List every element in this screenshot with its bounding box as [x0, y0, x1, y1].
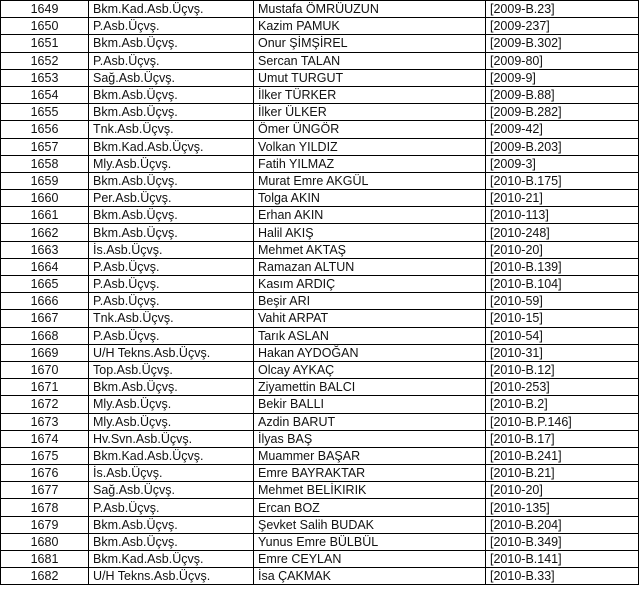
rank-cell: Bkm.Asb.Üçvş.: [89, 516, 254, 533]
code-cell: [2010-31]: [486, 344, 639, 361]
row-number: 1667: [1, 310, 89, 327]
code-cell: [2010-B.12]: [486, 361, 639, 378]
row-number: 1670: [1, 361, 89, 378]
name-cell: Emre BAYRAKTAR: [254, 465, 486, 482]
row-number: 1649: [1, 1, 89, 18]
row-number: 1651: [1, 35, 89, 52]
code-cell: [2010-B.104]: [486, 276, 639, 293]
row-number: 1666: [1, 293, 89, 310]
row-number: 1681: [1, 551, 89, 568]
row-number: 1674: [1, 430, 89, 447]
table-row: [1, 190, 639, 207]
table-row: [1, 430, 639, 447]
table-row: [1, 224, 639, 241]
table-row: [1, 379, 639, 396]
rank-cell: P.Asb.Üçvş.: [89, 327, 254, 344]
rank-cell: Mly.Asb.Üçvş.: [89, 413, 254, 430]
row-number: 1675: [1, 447, 89, 464]
rank-cell: İs.Asb.Üçvş.: [89, 465, 254, 482]
name-cell: Bekir BALLI: [254, 396, 486, 413]
table-row: [1, 69, 639, 86]
table-row: [1, 551, 639, 568]
code-cell: [2010-135]: [486, 499, 639, 516]
table-row: [1, 310, 639, 327]
code-cell: [2010-B.P.146]: [486, 413, 639, 430]
name-cell: Kasım ARDIÇ: [254, 276, 486, 293]
name-cell: Kazim PAMUK: [254, 18, 486, 35]
code-cell: [2010-15]: [486, 310, 639, 327]
code-cell: [2009-237]: [486, 18, 639, 35]
row-number: 1653: [1, 69, 89, 86]
rank-cell: Bkm.Kad.Asb.Üçvş.: [89, 551, 254, 568]
name-cell: Azdin BARUT: [254, 413, 486, 430]
row-number: 1682: [1, 568, 89, 585]
table-row: [1, 241, 639, 258]
row-number: 1654: [1, 86, 89, 103]
name-cell: Muammer BAŞAR: [254, 447, 486, 464]
code-cell: [2010-B.21]: [486, 465, 639, 482]
table-row: [1, 327, 639, 344]
row-number: 1655: [1, 104, 89, 121]
name-cell: Ziyamettin BALCI: [254, 379, 486, 396]
name-cell: Volkan YILDIZ: [254, 138, 486, 155]
code-cell: [2010-B.139]: [486, 258, 639, 275]
rank-cell: Bkm.Kad.Asb.Üçvş.: [89, 447, 254, 464]
table-row: [1, 86, 639, 103]
name-cell: İlyas BAŞ: [254, 430, 486, 447]
code-cell: [2010-248]: [486, 224, 639, 241]
rank-cell: P.Asb.Üçvş.: [89, 499, 254, 516]
rank-cell: U/H Tekns.Asb.Üçvş.: [89, 344, 254, 361]
name-cell: Mehmet BELİKIRIK: [254, 482, 486, 499]
table-row: [1, 1, 639, 18]
rank-cell: U/H Tekns.Asb.Üçvş.: [89, 568, 254, 585]
rank-cell: Bkm.Kad.Asb.Üçvş.: [89, 1, 254, 18]
table-row: [1, 18, 639, 35]
name-cell: İlker TÜRKER: [254, 86, 486, 103]
rank-cell: P.Asb.Üçvş.: [89, 293, 254, 310]
rank-cell: Bkm.Asb.Üçvş.: [89, 104, 254, 121]
name-cell: Mehmet AKTAŞ: [254, 241, 486, 258]
rank-cell: İs.Asb.Üçvş.: [89, 241, 254, 258]
code-cell: [2010-B.2]: [486, 396, 639, 413]
rank-cell: Bkm.Asb.Üçvş.: [89, 533, 254, 550]
code-cell: [2010-B.175]: [486, 172, 639, 189]
rank-cell: Bkm.Asb.Üçvş.: [89, 379, 254, 396]
name-cell: Ömer ÜNGÖR: [254, 121, 486, 138]
table-row: [1, 568, 639, 585]
row-number: 1650: [1, 18, 89, 35]
rank-cell: Bkm.Asb.Üçvş.: [89, 35, 254, 52]
row-number: 1676: [1, 465, 89, 482]
rank-cell: Bkm.Asb.Üçvş.: [89, 172, 254, 189]
name-cell: Fatih YILMAZ: [254, 155, 486, 172]
code-cell: [2010-B.33]: [486, 568, 639, 585]
row-number: 1660: [1, 190, 89, 207]
rank-cell: Bkm.Asb.Üçvş.: [89, 86, 254, 103]
code-cell: [2009-9]: [486, 69, 639, 86]
rank-cell: P.Asb.Üçvş.: [89, 18, 254, 35]
rank-cell: P.Asb.Üçvş.: [89, 276, 254, 293]
rank-cell: Hv.Svn.Asb.Üçvş.: [89, 430, 254, 447]
table-row: [1, 413, 639, 430]
table-row: [1, 207, 639, 224]
rank-cell: Bkm.Asb.Üçvş.: [89, 224, 254, 241]
name-cell: Ercan BOZ: [254, 499, 486, 516]
row-number: 1661: [1, 207, 89, 224]
code-cell: [2010-20]: [486, 482, 639, 499]
code-cell: [2010-20]: [486, 241, 639, 258]
name-cell: Murat Emre AKGÜL: [254, 172, 486, 189]
rank-cell: P.Asb.Üçvş.: [89, 52, 254, 69]
table-row: [1, 258, 639, 275]
row-number: 1657: [1, 138, 89, 155]
code-cell: [2010-21]: [486, 190, 639, 207]
row-number: 1652: [1, 52, 89, 69]
row-number: 1677: [1, 482, 89, 499]
code-cell: [2010-B.141]: [486, 551, 639, 568]
code-cell: [2010-54]: [486, 327, 639, 344]
name-cell: Beşir ARI: [254, 293, 486, 310]
rank-cell: Top.Asb.Üçvş.: [89, 361, 254, 378]
code-cell: [2010-B.17]: [486, 430, 639, 447]
code-cell: [2009-80]: [486, 52, 639, 69]
row-number: 1663: [1, 241, 89, 258]
rank-cell: Bkm.Kad.Asb.Üçvş.: [89, 138, 254, 155]
name-cell: Onur ŞİMŞİREL: [254, 35, 486, 52]
code-cell: [2009-B.88]: [486, 86, 639, 103]
name-cell: Hakan AYDOĞAN: [254, 344, 486, 361]
table-row: [1, 52, 639, 69]
name-cell: Olcay AYKAÇ: [254, 361, 486, 378]
table-row: [1, 172, 639, 189]
row-number: 1680: [1, 533, 89, 550]
row-number: 1669: [1, 344, 89, 361]
row-number: 1656: [1, 121, 89, 138]
table-row: [1, 293, 639, 310]
rank-cell: Mly.Asb.Üçvş.: [89, 155, 254, 172]
rank-cell: Tnk.Asb.Üçvş.: [89, 310, 254, 327]
table-row: [1, 533, 639, 550]
row-number: 1658: [1, 155, 89, 172]
code-cell: [2010-B.241]: [486, 447, 639, 464]
name-cell: İlker ÜLKER: [254, 104, 486, 121]
row-number: 1672: [1, 396, 89, 413]
table-row: [1, 121, 639, 138]
table-body: [1, 1, 639, 585]
code-cell: [2010-253]: [486, 379, 639, 396]
rank-cell: Bkm.Asb.Üçvş.: [89, 207, 254, 224]
code-cell: [2009-42]: [486, 121, 639, 138]
code-cell: [2010-B.349]: [486, 533, 639, 550]
table-row: [1, 104, 639, 121]
name-cell: Yunus Emre BÜLBÜL: [254, 533, 486, 550]
rank-cell: P.Asb.Üçvş.: [89, 258, 254, 275]
code-cell: [2009-3]: [486, 155, 639, 172]
row-number: 1679: [1, 516, 89, 533]
name-cell: Tolga AKIN: [254, 190, 486, 207]
table-row: [1, 155, 639, 172]
code-cell: [2009-B.282]: [486, 104, 639, 121]
name-cell: Ramazan ALTUN: [254, 258, 486, 275]
name-cell: Umut TURGUT: [254, 69, 486, 86]
table-row: [1, 361, 639, 378]
name-cell: Mustafa ÖMRÜUZUN: [254, 1, 486, 18]
row-number: 1659: [1, 172, 89, 189]
table-row: [1, 344, 639, 361]
table-row: [1, 516, 639, 533]
name-cell: Vahit ARPAT: [254, 310, 486, 327]
row-number: 1664: [1, 258, 89, 275]
table-row: [1, 35, 639, 52]
row-number: 1665: [1, 276, 89, 293]
rank-cell: Per.Asb.Üçvş.: [89, 190, 254, 207]
name-cell: Tarık ASLAN: [254, 327, 486, 344]
code-cell: [2009-B.23]: [486, 1, 639, 18]
code-cell: [2009-B.302]: [486, 35, 639, 52]
table-row: [1, 465, 639, 482]
table-row: [1, 499, 639, 516]
name-cell: Şevket Salih BUDAK: [254, 516, 486, 533]
row-number: 1671: [1, 379, 89, 396]
rank-cell: Sağ.Asb.Üçvş.: [89, 482, 254, 499]
code-cell: [2010-113]: [486, 207, 639, 224]
name-cell: Erhan AKIN: [254, 207, 486, 224]
name-cell: Emre CEYLAN: [254, 551, 486, 568]
name-cell: Halil AKIŞ: [254, 224, 486, 241]
row-number: 1678: [1, 499, 89, 516]
table-row: [1, 447, 639, 464]
table-row: [1, 138, 639, 155]
rank-cell: Mly.Asb.Üçvş.: [89, 396, 254, 413]
code-cell: [2009-B.203]: [486, 138, 639, 155]
table-row: [1, 396, 639, 413]
rank-cell: Tnk.Asb.Üçvş.: [89, 121, 254, 138]
rank-cell: Sağ.Asb.Üçvş.: [89, 69, 254, 86]
code-cell: [2010-59]: [486, 293, 639, 310]
name-cell: Sercan TALAN: [254, 52, 486, 69]
table-row: [1, 482, 639, 499]
table-row: [1, 276, 639, 293]
row-number: 1673: [1, 413, 89, 430]
row-number: 1662: [1, 224, 89, 241]
name-cell: İsa ÇAKMAK: [254, 568, 486, 585]
row-number: 1668: [1, 327, 89, 344]
code-cell: [2010-B.204]: [486, 516, 639, 533]
